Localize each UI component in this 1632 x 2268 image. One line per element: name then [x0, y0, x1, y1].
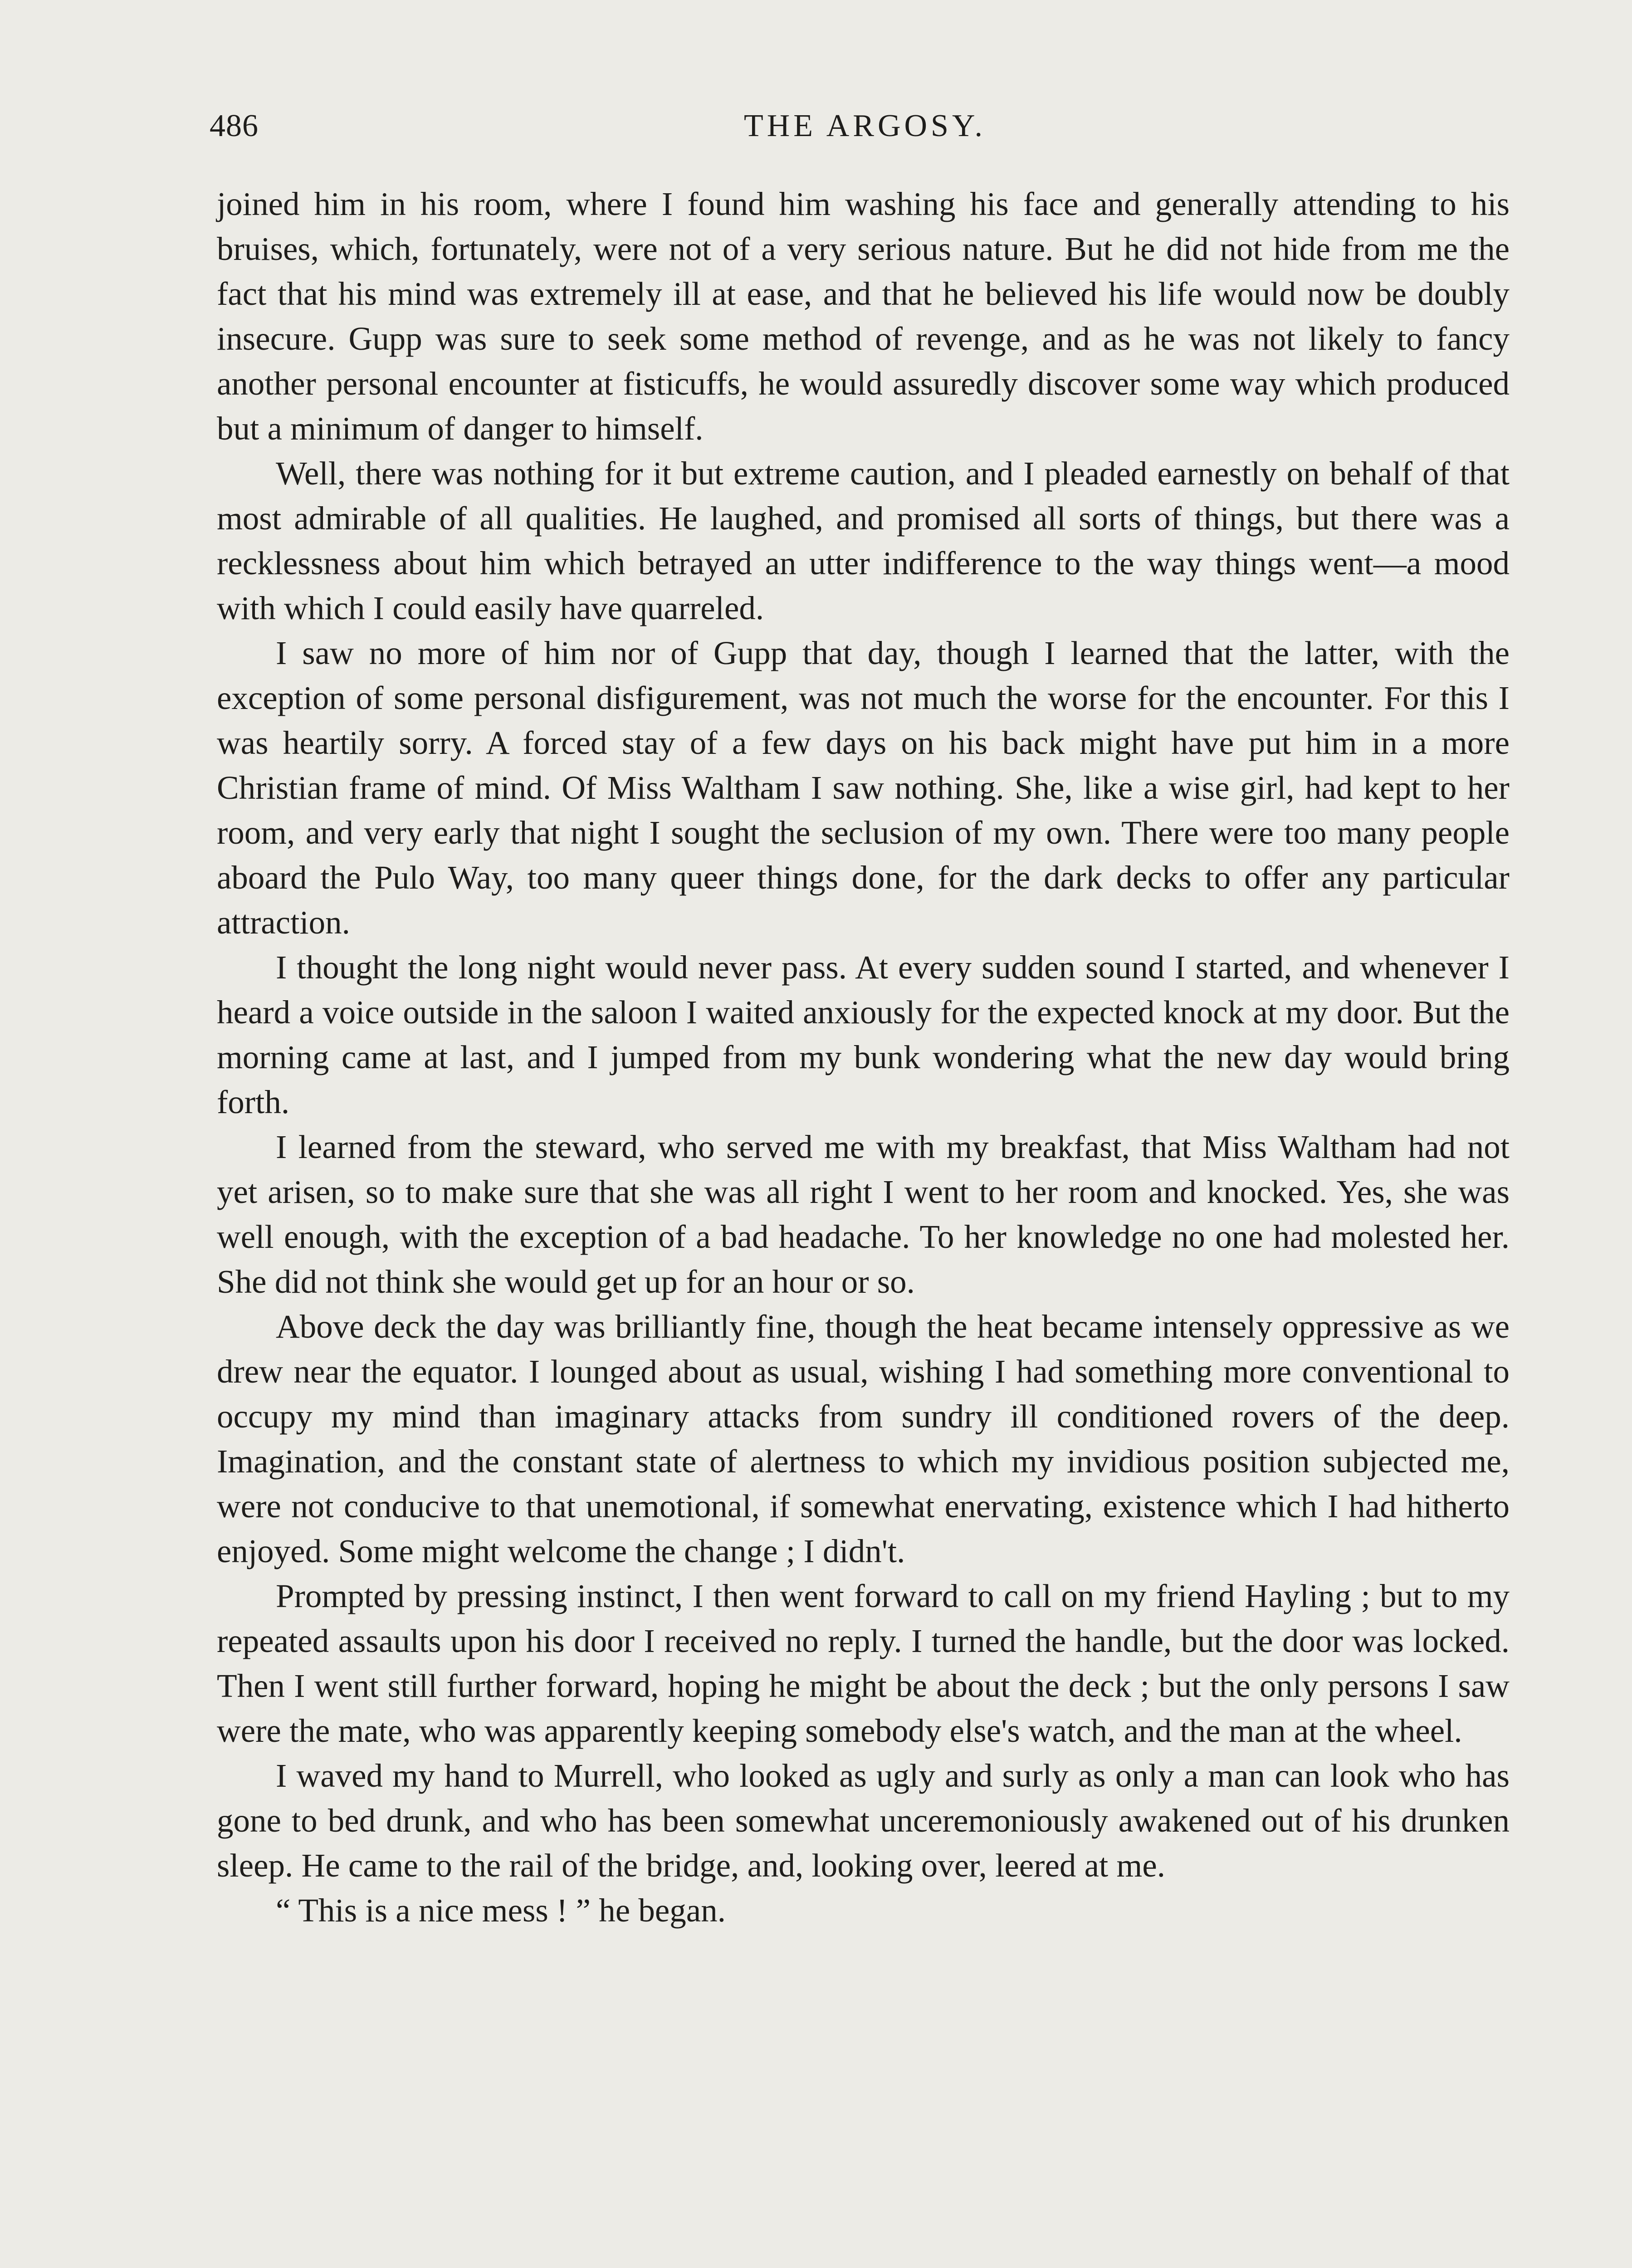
paragraph: Prompted by pressing instinct, I then went forward to call on my friend Hayling ; but to my repeated assaults upon his door I received no reply. I turned the handle, but the door was locked. Then I went still further forward, hoping he might be about the deck ; but the only persons I saw were the mate, who was apparently keeping somebody else's watch, and the man at the wheel. — [217, 1578, 1510, 1749]
page-header — [0, 103, 1632, 153]
paragraph: Above deck the day was brilliantly fine, though the heat became intensely oppressive as we drew near the equator. I lounged about as usual, wishing I had something more conventional to occupy my mind than imaginary attacks from sundry ill conditioned rovers of the deep. Imagination, and the constant state of alertness to which my invidious position subjected me, were not conducive to that unemotional, if somewhat enervating, existence which I had hitherto enjoyed. Some might welcome the change ; I didn't. — [217, 1308, 1510, 1569]
paragraph: I thought the long night would never pass. At every sudden sound I started, and whenever I heard a voice outside in the saloon I waited anxiously for the expected knock at my door. But the morning came at last, and I jumped from my bunk wondering what the new day would bring forth. — [217, 949, 1510, 1120]
paragraph: I waved my hand to Murrell, who looked as ugly and surly as only a man can look who has gone to bed drunk, and who has been somewhat unceremoniously awakened out of his drunken sleep. He came to the rail of the bridge, and, looking over, leered at me. — [217, 1757, 1510, 1884]
paragraph: Well, there was nothing for it but extreme caution, and I pleaded earnestly on behalf of that most admirable of all qualities. He laughed, and promised all sorts of things, but there was a recklessness about him which betrayed an utter indifference to the way things went—a mood with which I could easily have quarreled. — [217, 455, 1510, 626]
paragraph-continued: joined him in his room, where I found him washing his face and generally attending to his bruises, which, fortunately, were not of a very serious nature. But he did not hide from me the fact that his mind was extremely ill at ease, and that he believed his life would now be doubly insecure. Gupp was sure to seek some method of revenge, and as he was not likely to fancy another personal encounter at fisticuffs, he would assuredly discover some way which produced but a minimum of danger to himself. — [217, 186, 1510, 447]
running-head: THE ARGOSY. — [744, 108, 987, 143]
paragraph: I learned from the steward, who served me with my breakfast, that Miss Waltham had not yet arisen, so to make sure that she was all right I went to her room and knocked. Yes, she was well enough, with the exception of a bad headache. To her knowledge no one had molested her. She did not think she would get up for an hour or so. — [217, 1129, 1510, 1300]
paragraph-dialogue: “ This is a nice mess ! ” he began. — [276, 1892, 726, 1929]
paragraph: I saw no more of him nor of Gupp that day, though I learned that the latter, with the exception of some personal disfigurement, was not much the worse for the encounter. For this I was heartily sorry. A forced stay of a few days on his back might have put him in a more Christian frame of mind. Of Miss Waltham I saw nothing. She, like a wise girl, had kept to her room, and very early that night I sought the seclusion of my own. There were too many people aboard the Pulo Way, too many queer things done, for the dark decks to offer any particular attraction. — [217, 635, 1510, 941]
page-number: 486 — [210, 108, 259, 143]
body-text — [217, 181, 1510, 1933]
